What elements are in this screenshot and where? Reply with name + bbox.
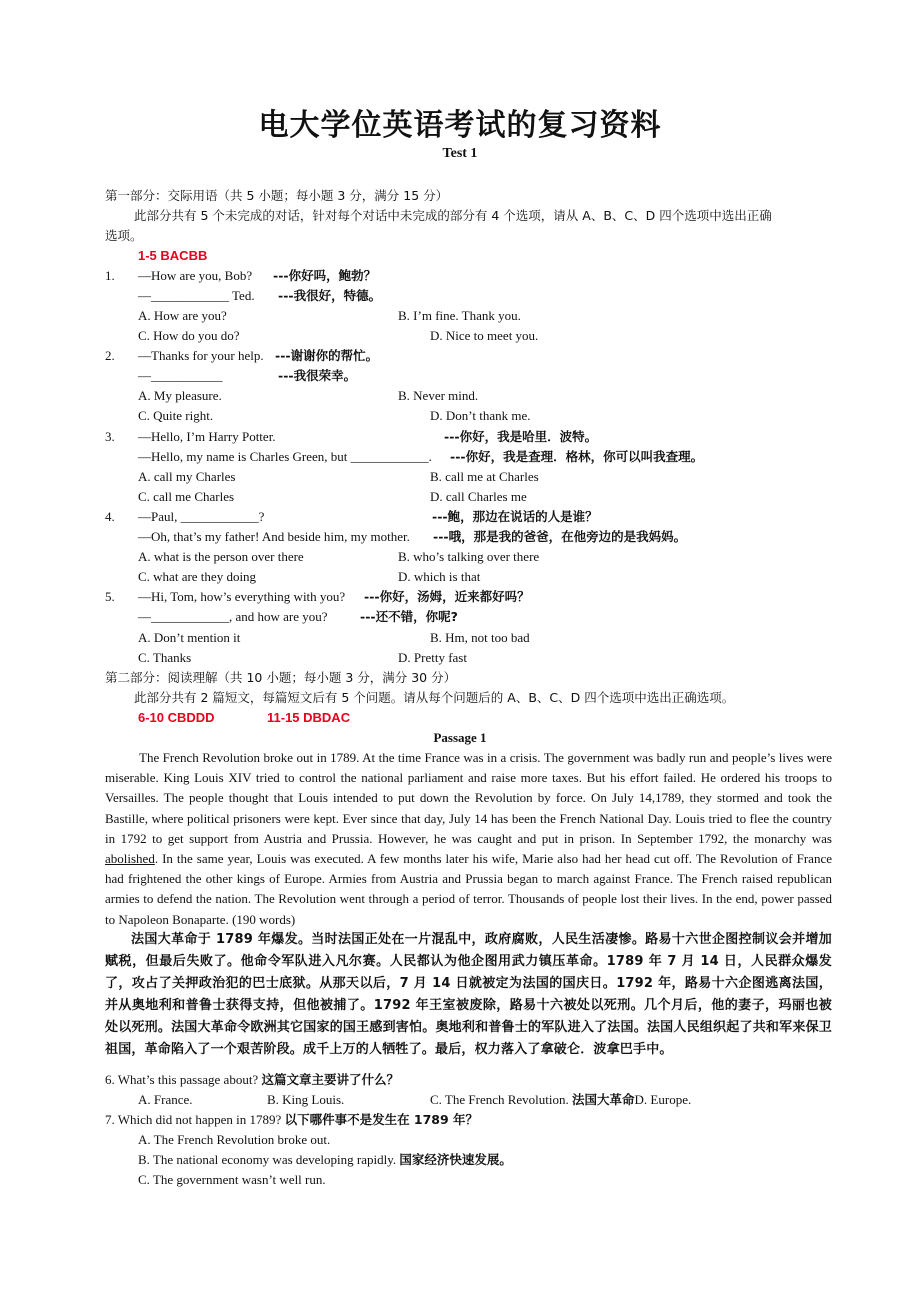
option-c: C. How do you do? xyxy=(138,328,240,343)
option-b: B. who’s talking over there xyxy=(398,549,540,564)
question-stem-text: 7. Which did not happen in 1789? xyxy=(105,1112,282,1127)
option-b-text: B. The national economy was developing rapidly. xyxy=(138,1152,397,1167)
passage-underlined-word: abolished xyxy=(105,851,155,867)
option-a: A. what is the person over there xyxy=(138,549,304,564)
option-c: C. call me Charles xyxy=(138,489,235,504)
option-a: A. Don’t mention it xyxy=(138,630,241,645)
option-b: B. Hm, not too bad xyxy=(430,630,530,645)
option-d: D. call Charles me xyxy=(430,489,527,504)
part1-heading: 第一部分：交际用语（共 5 小题；每小题 3 分，满分 15 分） xyxy=(105,188,449,203)
dialogue-line: —Hello, I’m Harry Potter. xyxy=(138,429,276,444)
question-6-stem xyxy=(105,1070,399,1090)
option-c: C. Quite right. xyxy=(138,408,214,423)
option-d: D. Don’t thank me. xyxy=(430,408,531,423)
dialogue-line: —Paul, ____________? xyxy=(138,509,265,524)
document-title: 电大学位英语考试的复习资料 xyxy=(258,108,662,143)
question-number: 4. xyxy=(105,509,115,524)
part1-answer-key: 1-5 BACBB xyxy=(138,248,208,263)
part1-instruction-line2: 选项。 xyxy=(105,228,143,243)
question-number: 5. xyxy=(105,589,115,604)
option-d: D. which is that xyxy=(398,569,481,584)
question-number: 3. xyxy=(105,429,115,444)
option-d: D. Nice to meet you. xyxy=(430,328,539,343)
option-c-translation: 法国大革命 xyxy=(572,1092,635,1107)
dialogue-line: —___________ xyxy=(138,368,223,383)
dialogue-line: —How are you, Bob? xyxy=(138,268,253,283)
passage-translation: 法国大革命于 1789 年爆发。当时法国正处在一片混乱中，政府腐败，人民生活凄惨。路易十六世企图控制议会并增加赋税，但最后失败了。他命令军队进入凡尔赛。人民都认为他企图用武力镇压革命。1789 年 7 月 14 日，人民群众爆发了，攻占了关押政治犯的巴士底狱。从那天以后，7 月 14 日就被定为法国的国庆日。1792 年，路易十六企图逃离法国，并从奥地利和普鲁士获得支持，但他被捕了。1792 年王室被废除，路易十六被处以死刑。几个月后，他的妻子，玛丽也被处以死刑。法国大革命令欧洲其它国家的国王感到害怕。奥地利和普鲁士的军队进入了法国。法国人民组织起了共和军来保卫祖国，革命陷入了一个艰苦阶段。成千上万的人牺牲了。最后，权力落入了拿破仑．波拿巴手中。 xyxy=(105,932,832,1057)
dialogue-line: —Oh, that’s my father! And beside him, my mother. xyxy=(138,529,410,544)
dialogue-translation: ---我很好，特德。 xyxy=(278,288,382,303)
option-b: B. King Louis. xyxy=(267,1092,345,1107)
option-c: C. The government wasn’t well run. xyxy=(138,1172,326,1187)
question-number: 2. xyxy=(105,348,115,363)
dialogue-line: —____________ Ted. xyxy=(138,288,255,303)
question-7-stem xyxy=(105,1110,478,1130)
passage-text xyxy=(105,748,832,930)
option-a: A. How are you? xyxy=(138,308,227,323)
dialogue-line: —Thanks for your help. xyxy=(138,348,264,363)
question-stem-translation: 这篇文章主要讲了什么？ xyxy=(261,1072,399,1087)
part1-instruction-line1: 此部分共有 5 个未完成的对话，针对每个对话中未完成的部分有 4 个选项，请从 A、B、C、D 四个选项中选出正确 xyxy=(134,208,772,223)
part2-heading: 第二部分：阅读理解（共 10 小题；每小题 3 分，满分 30 分） xyxy=(105,670,457,685)
part2-answer-key-a: 6-10 CBDDD xyxy=(138,710,215,725)
option-b: B. Never mind. xyxy=(398,388,479,403)
part2-instruction: 此部分共有 2 篇短文，每篇短文后有 5 个问题。请从每个问题后的 A、B、C、D 四个选项中选出正确选项。 xyxy=(134,690,735,705)
option-b: B. call me at Charles xyxy=(430,469,539,484)
option-a: A. My pleasure. xyxy=(138,388,222,403)
question-stem-translation: 以下哪件事不是发生在 1789 年？ xyxy=(284,1112,479,1127)
option-a: A. France. xyxy=(138,1092,193,1107)
dialogue-translation: ---鲍，那边在说话的人是谁？ xyxy=(432,509,598,524)
dialogue-translation: ---哦，那是我的爸爸，在他旁边的是我妈妈。 xyxy=(433,529,687,544)
dialogue-translation: ---谢谢你的帮忙。 xyxy=(275,348,379,363)
option-c: C. Thanks xyxy=(138,650,192,665)
option-b-translation: 国家经济快速发展。 xyxy=(399,1152,512,1167)
dialogue-line: —Hello, my name is Charles Green, but ____________. xyxy=(138,449,432,464)
dialogue-translation: ---你好，我是哈里．波特。 xyxy=(444,429,598,444)
part2-answer-key-b: 11-15 DBDAC xyxy=(267,710,351,725)
passage-text-pre: The French Revolution broke out in 1789. At the time France was in a crisis. The government was badly run and people’s lives were miserable. King Louis XIV tried to control the national parliament and raise more taxes. But his effort failed. He ordered his troops to Versailles. The people thought that Louis intended to put down the Revolution by force. On July 14,1789, they stormed and took the Bastille, where political prisoners were kept. Ever since that day, July 14 has been the French National Day. Louis tried to flee the country in 1792 to get support from Austria and Prussia. However, he was caught and put in prison. In September 1792, the monarchy was xyxy=(105,750,832,846)
option-a: A. The French Revolution broke out. xyxy=(138,1132,331,1147)
option-d: D. Pretty fast xyxy=(398,650,467,665)
document-subtitle: Test 1 xyxy=(442,146,478,161)
option-b: B. I’m fine. Thank you. xyxy=(398,308,521,323)
dialogue-translation: ---还不错，你呢? xyxy=(360,609,458,624)
dialogue-line: —____________, and how are you? xyxy=(138,609,328,624)
dialogue-translation: ---你好吗，鲍勃？ xyxy=(273,268,377,283)
option-d: D. Europe. xyxy=(634,1092,692,1107)
option-a: A. call my Charles xyxy=(138,469,236,484)
passage-text-post: . In the same year, Louis was executed. A few months later his wife, Marie also had her head cut off. The Revolution of France had frightened the other kings of Europe. Armies from Austria and Prussia began to march against France. The French raised republican armies to defend the nation. The Revolution went through a period of terror. Thousands of people lost their lives. In the end, power passed to Napoleon Bonaparte. (190 words) xyxy=(105,851,832,927)
dialogue-translation: ---我很荣幸。 xyxy=(278,368,357,383)
dialogue-line: —Hi, Tom, how’s everything with you? xyxy=(138,589,346,604)
passage-title: Passage 1 xyxy=(433,730,487,745)
option-c-text: C. The French Revolution. xyxy=(430,1092,569,1107)
question-stem-text: 6. What’s this passage about? xyxy=(105,1072,259,1087)
dialogue-translation: ---你好，我是查理．格林，你可以叫我查理。 xyxy=(450,449,704,464)
question-number: 1. xyxy=(105,268,115,283)
option-c: C. what are they doing xyxy=(138,569,257,584)
option-b xyxy=(138,1150,512,1170)
option-c xyxy=(430,1090,691,1110)
dialogue-translation: ---你好，汤姆，近来都好吗？ xyxy=(364,589,530,604)
